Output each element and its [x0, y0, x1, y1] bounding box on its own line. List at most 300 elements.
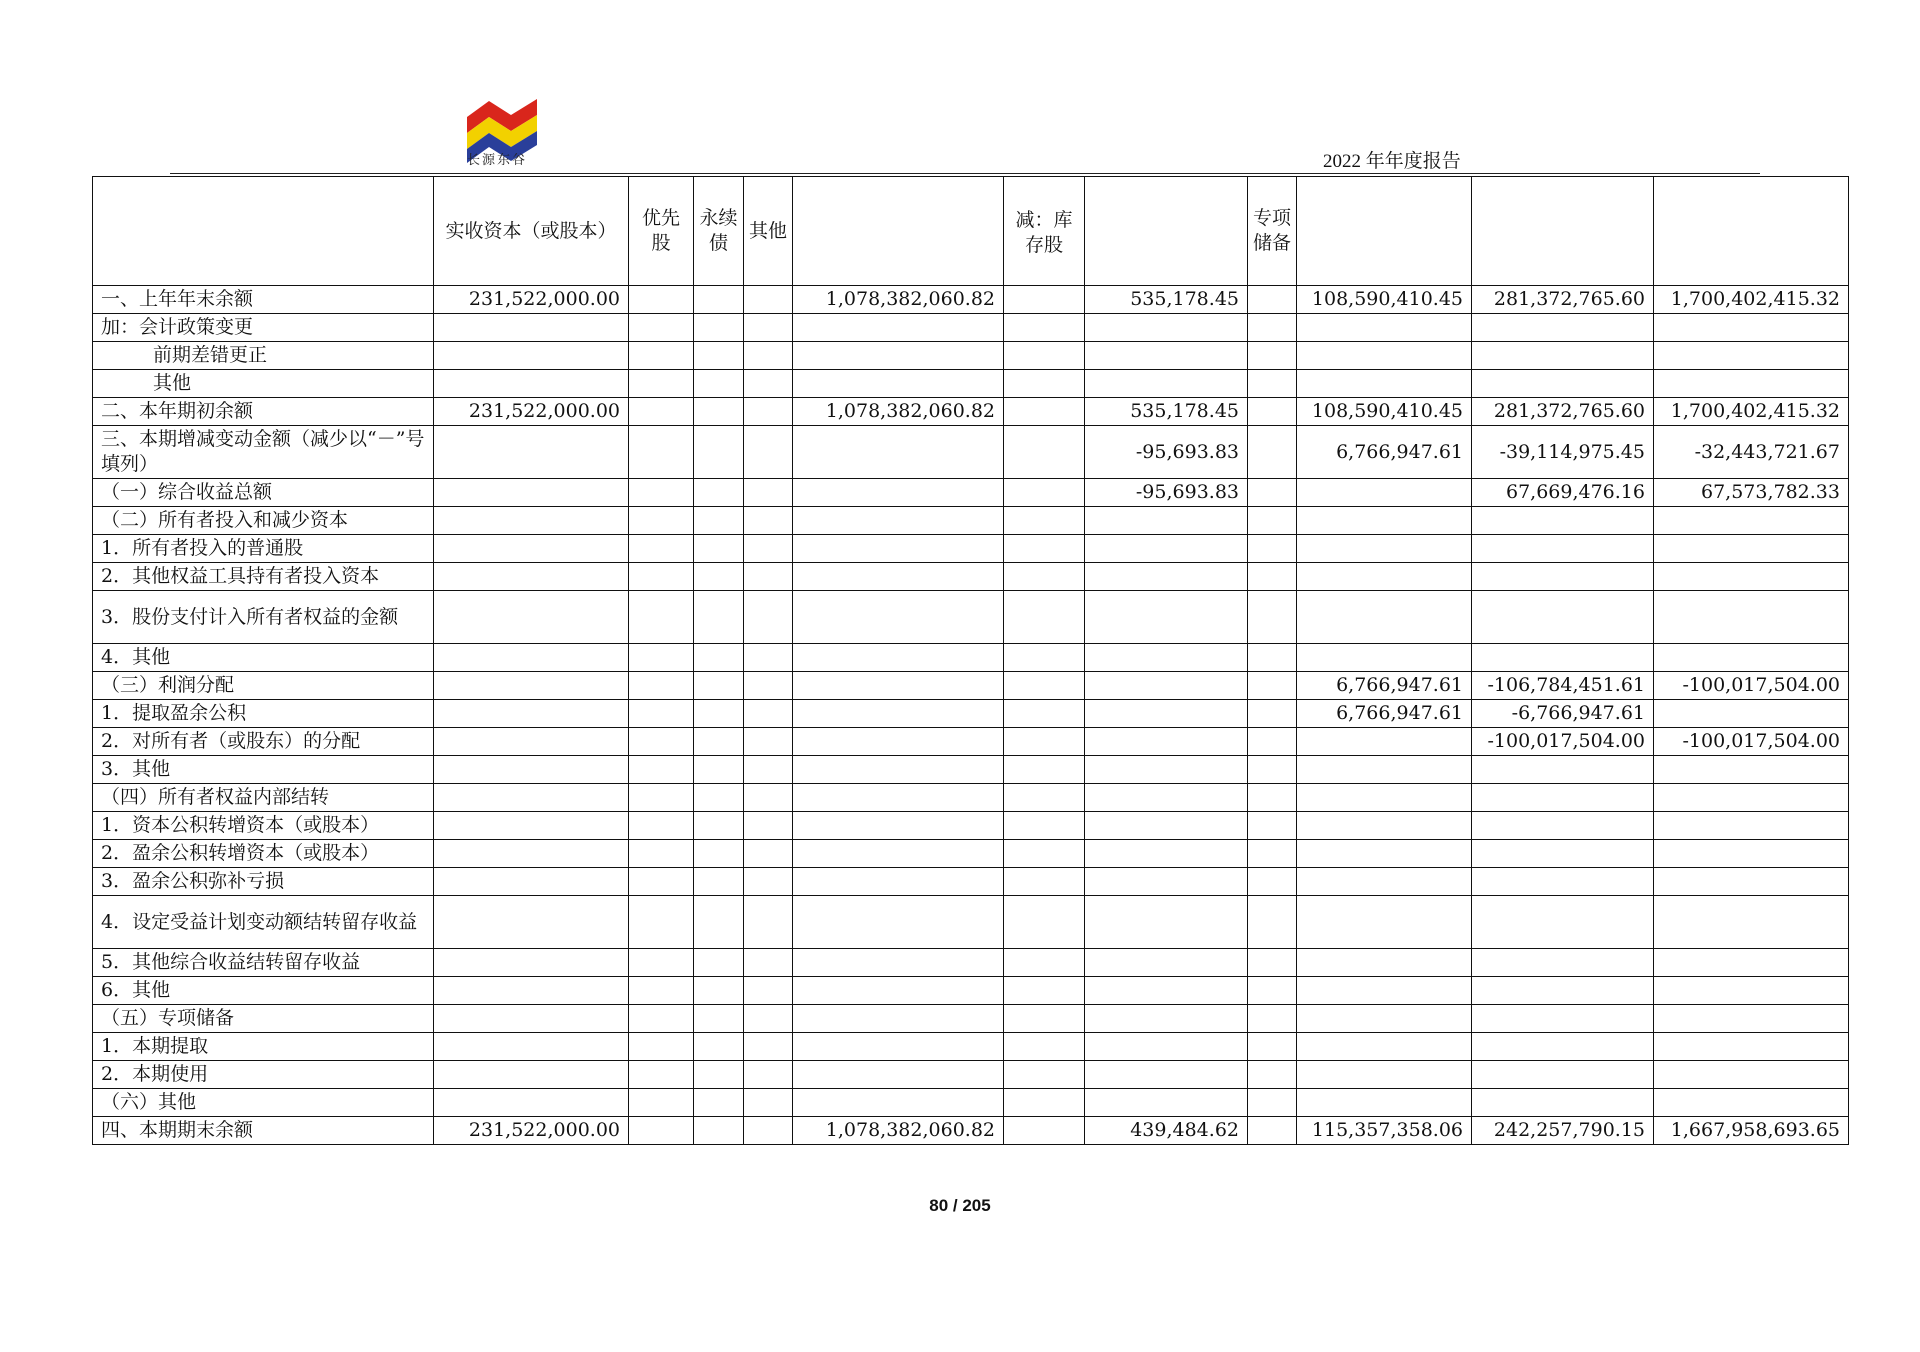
cell-spec [1248, 1061, 1297, 1089]
cell-surp [1297, 896, 1472, 949]
table-row [93, 370, 1849, 398]
cell-perp [694, 1089, 744, 1117]
cell-cap [793, 728, 1004, 756]
cell-undist: -39,114,975.45 [1472, 426, 1654, 479]
table-row [93, 812, 1849, 840]
cell-perp [694, 840, 744, 868]
cell-pref [629, 1089, 694, 1117]
cell-perp [694, 756, 744, 784]
cell-undist [1472, 977, 1654, 1005]
cell-paid [434, 700, 629, 728]
cell-trea [1004, 728, 1085, 756]
cell-oth [744, 479, 793, 507]
cell-cap [793, 784, 1004, 812]
cell-paid [434, 1061, 629, 1089]
cell-oth [744, 977, 793, 1005]
cell-trea [1004, 370, 1085, 398]
cell-oth [744, 563, 793, 591]
row-label: 前期差错更正 [93, 342, 434, 370]
row-label: 4．其他 [93, 644, 434, 672]
cell-oth [744, 370, 793, 398]
row-label: （二）所有者投入和减少资本 [93, 507, 434, 535]
cell-perp [694, 507, 744, 535]
cell-oci: 535,178.45 [1085, 286, 1248, 314]
row-label: （三）利润分配 [93, 672, 434, 700]
cell-undist: -6,766,947.61 [1472, 700, 1654, 728]
cell-undist [1472, 563, 1654, 591]
cell-undist [1472, 644, 1654, 672]
cell-total [1654, 949, 1849, 977]
row-label: 3．股份支付计入所有者权益的金额 [93, 591, 434, 644]
cell-pref [629, 1033, 694, 1061]
cell-pref [629, 1061, 694, 1089]
cell-cap: 1,078,382,060.82 [793, 398, 1004, 426]
cell-undist [1472, 535, 1654, 563]
cell-surp: 108,590,410.45 [1297, 398, 1472, 426]
table-row [93, 868, 1849, 896]
cell-total: 67,573,782.33 [1654, 479, 1849, 507]
table-row [93, 426, 1849, 479]
cell-cap [793, 1089, 1004, 1117]
cell-cap [793, 1033, 1004, 1061]
cell-spec [1248, 1033, 1297, 1061]
cell-undist [1472, 812, 1654, 840]
cell-total [1654, 342, 1849, 370]
cell-oci [1085, 1005, 1248, 1033]
cell-cap [793, 370, 1004, 398]
cell-total [1654, 1005, 1849, 1033]
cell-undist: -100,017,504.00 [1472, 728, 1654, 756]
cell-total: 1,700,402,415.32 [1654, 286, 1849, 314]
cell-cap [793, 1061, 1004, 1089]
cell-paid [434, 342, 629, 370]
cell-pref [629, 342, 694, 370]
cell-cap [793, 563, 1004, 591]
cell-spec [1248, 398, 1297, 426]
cell-surp [1297, 728, 1472, 756]
cell-trea [1004, 1061, 1085, 1089]
cell-oci [1085, 728, 1248, 756]
header-oci [1085, 177, 1248, 286]
cell-trea [1004, 896, 1085, 949]
cell-paid [434, 426, 629, 479]
row-label: 二、本年期初余额 [93, 398, 434, 426]
table-row [93, 535, 1849, 563]
cell-total: 1,700,402,415.32 [1654, 398, 1849, 426]
cell-surp [1297, 868, 1472, 896]
cell-pref [629, 563, 694, 591]
header-undistributed [1472, 177, 1654, 286]
cell-total: -32,443,721.67 [1654, 426, 1849, 479]
cell-trea [1004, 398, 1085, 426]
cell-spec [1248, 868, 1297, 896]
header-surplus-reserve [1297, 177, 1472, 286]
cell-perp [694, 644, 744, 672]
cell-oth [744, 342, 793, 370]
cell-undist [1472, 896, 1654, 949]
cell-perp [694, 700, 744, 728]
cell-trea [1004, 644, 1085, 672]
cell-spec [1248, 591, 1297, 644]
cell-pref [629, 479, 694, 507]
cell-paid [434, 672, 629, 700]
cell-oci [1085, 949, 1248, 977]
cell-oci [1085, 370, 1248, 398]
cell-paid: 231,522,000.00 [434, 1117, 629, 1145]
cell-paid [434, 314, 629, 342]
row-label: 2．其他权益工具持有者投入资本 [93, 563, 434, 591]
cell-undist [1472, 342, 1654, 370]
cell-total: -100,017,504.00 [1654, 672, 1849, 700]
cell-perp [694, 342, 744, 370]
cell-surp: 6,766,947.61 [1297, 700, 1472, 728]
cell-spec [1248, 370, 1297, 398]
header-total [1654, 177, 1849, 286]
cell-spec [1248, 812, 1297, 840]
header-preferred: 优先股 [629, 177, 694, 286]
cell-pref [629, 896, 694, 949]
cell-pref [629, 700, 694, 728]
row-label: 2．盈余公积转增资本（或股本） [93, 840, 434, 868]
cell-pref [629, 535, 694, 563]
cell-oci: -95,693.83 [1085, 479, 1248, 507]
cell-spec [1248, 1089, 1297, 1117]
cell-undist: 281,372,765.60 [1472, 286, 1654, 314]
cell-cap [793, 1005, 1004, 1033]
cell-cap [793, 479, 1004, 507]
row-label: 3．盈余公积弥补亏损 [93, 868, 434, 896]
cell-spec [1248, 1005, 1297, 1033]
cell-surp [1297, 314, 1472, 342]
cell-total: -100,017,504.00 [1654, 728, 1849, 756]
cell-oth [744, 1005, 793, 1033]
cell-oci: 535,178.45 [1085, 398, 1248, 426]
cell-trea [1004, 591, 1085, 644]
cell-surp: 108,590,410.45 [1297, 286, 1472, 314]
cell-spec [1248, 949, 1297, 977]
cell-oth [744, 398, 793, 426]
cell-total [1654, 1089, 1849, 1117]
cell-paid [434, 784, 629, 812]
cell-trea [1004, 507, 1085, 535]
cell-oci [1085, 1089, 1248, 1117]
cell-paid: 231,522,000.00 [434, 286, 629, 314]
table-row [93, 672, 1849, 700]
cell-cap [793, 896, 1004, 949]
cell-surp [1297, 949, 1472, 977]
cell-total [1654, 840, 1849, 868]
header-paid-in-capital: 实收资本（或股本） [434, 177, 629, 286]
cell-surp: 115,357,358.06 [1297, 1117, 1472, 1145]
table-row [93, 1117, 1849, 1145]
cell-total [1654, 370, 1849, 398]
table-row [93, 1005, 1849, 1033]
cell-total [1654, 644, 1849, 672]
cell-total [1654, 314, 1849, 342]
table-row [93, 342, 1849, 370]
cell-oth [744, 896, 793, 949]
cell-surp [1297, 507, 1472, 535]
header-perpetual: 永续债 [694, 177, 744, 286]
cell-surp: 6,766,947.61 [1297, 672, 1472, 700]
cell-pref [629, 728, 694, 756]
cell-pref [629, 398, 694, 426]
cell-spec [1248, 563, 1297, 591]
cell-oci: -95,693.83 [1085, 426, 1248, 479]
cell-oth [744, 700, 793, 728]
row-label: 1．提取盈余公积 [93, 700, 434, 728]
cell-paid [434, 1033, 629, 1061]
row-label: 其他 [93, 370, 434, 398]
cell-total [1654, 535, 1849, 563]
cell-surp [1297, 563, 1472, 591]
cell-oci [1085, 896, 1248, 949]
cell-perp [694, 535, 744, 563]
cell-total [1654, 1061, 1849, 1089]
cell-undist [1472, 840, 1654, 868]
cell-spec [1248, 644, 1297, 672]
cell-perp [694, 479, 744, 507]
cell-perp [694, 1005, 744, 1033]
cell-total [1654, 977, 1849, 1005]
cell-oth [744, 812, 793, 840]
cell-oci [1085, 507, 1248, 535]
cell-oci [1085, 342, 1248, 370]
cell-undist [1472, 370, 1654, 398]
cell-oci [1085, 700, 1248, 728]
cell-cap [793, 840, 1004, 868]
cell-oth [744, 672, 793, 700]
cell-surp [1297, 977, 1472, 1005]
table-row [93, 563, 1849, 591]
cell-pref [629, 370, 694, 398]
cell-spec [1248, 672, 1297, 700]
cell-pref [629, 507, 694, 535]
cell-total [1654, 896, 1849, 949]
cell-oth [744, 286, 793, 314]
cell-surp [1297, 342, 1472, 370]
table-row [93, 977, 1849, 1005]
cell-total [1654, 700, 1849, 728]
cell-oci [1085, 672, 1248, 700]
cell-surp [1297, 1061, 1472, 1089]
cell-oth [744, 535, 793, 563]
cell-undist [1472, 591, 1654, 644]
cell-oci: 439,484.62 [1085, 1117, 1248, 1145]
cell-surp [1297, 1033, 1472, 1061]
cell-undist [1472, 1089, 1654, 1117]
row-label: 1．所有者投入的普通股 [93, 535, 434, 563]
table-row [93, 728, 1849, 756]
report-title: 2022 年年度报告 [1323, 151, 1461, 172]
cell-perp [694, 949, 744, 977]
cell-trea [1004, 1117, 1085, 1145]
cell-spec [1248, 896, 1297, 949]
cell-trea [1004, 949, 1085, 977]
cell-oci [1085, 591, 1248, 644]
table-row [93, 479, 1849, 507]
cell-oci [1085, 840, 1248, 868]
row-label: （六）其他 [93, 1089, 434, 1117]
cell-spec [1248, 840, 1297, 868]
cell-pref [629, 812, 694, 840]
cell-oth [744, 949, 793, 977]
row-label: 4．设定受益计划变动额结转留存收益 [93, 896, 434, 949]
table-row [93, 840, 1849, 868]
cell-paid [434, 812, 629, 840]
cell-surp [1297, 591, 1472, 644]
cell-trea [1004, 756, 1085, 784]
cell-trea [1004, 977, 1085, 1005]
cell-pref [629, 1005, 694, 1033]
cell-perp [694, 868, 744, 896]
cell-surp [1297, 370, 1472, 398]
cell-spec [1248, 535, 1297, 563]
cell-trea [1004, 314, 1085, 342]
row-label: 1．本期提取 [93, 1033, 434, 1061]
cell-spec [1248, 728, 1297, 756]
cell-cap [793, 342, 1004, 370]
cell-paid [434, 728, 629, 756]
cell-pref [629, 591, 694, 644]
cell-paid [434, 868, 629, 896]
table-row [93, 1061, 1849, 1089]
cell-oth [744, 868, 793, 896]
cell-surp [1297, 644, 1472, 672]
cell-paid [434, 507, 629, 535]
cell-trea [1004, 868, 1085, 896]
cell-cap: 1,078,382,060.82 [793, 1117, 1004, 1145]
cell-cap [793, 591, 1004, 644]
cell-oth [744, 426, 793, 479]
row-label: （四）所有者权益内部结转 [93, 784, 434, 812]
cell-pref [629, 784, 694, 812]
cell-total [1654, 507, 1849, 535]
cell-cap [793, 672, 1004, 700]
cell-paid [434, 535, 629, 563]
logo-text: 长源东谷 [467, 153, 528, 168]
table-row [93, 314, 1849, 342]
table-row [93, 591, 1849, 644]
cell-spec [1248, 784, 1297, 812]
cell-pref [629, 1117, 694, 1145]
row-label: 三、本期增减变动金额（减少以“－”号填列） [93, 426, 434, 479]
cell-oth [744, 840, 793, 868]
cell-surp [1297, 1089, 1472, 1117]
cell-oth [744, 1117, 793, 1145]
cell-oci [1085, 535, 1248, 563]
cell-oci [1085, 563, 1248, 591]
header-item [93, 177, 434, 286]
row-label: 3．其他 [93, 756, 434, 784]
table-row [93, 700, 1849, 728]
cell-pref [629, 672, 694, 700]
cell-perp [694, 1061, 744, 1089]
header-rule [170, 173, 1760, 174]
cell-paid [434, 756, 629, 784]
cell-undist: 242,257,790.15 [1472, 1117, 1654, 1145]
cell-total [1654, 591, 1849, 644]
row-label: 2．本期使用 [93, 1061, 434, 1089]
cell-oth [744, 644, 793, 672]
cell-oci [1085, 812, 1248, 840]
equity-statement-table [92, 176, 1849, 1145]
cell-undist: -106,784,451.61 [1472, 672, 1654, 700]
cell-oth [744, 756, 793, 784]
cell-oci [1085, 977, 1248, 1005]
cell-oth [744, 1089, 793, 1117]
cell-oci [1085, 756, 1248, 784]
cell-oci [1085, 314, 1248, 342]
cell-total: 1,667,958,693.65 [1654, 1117, 1849, 1145]
cell-pref [629, 426, 694, 479]
cell-oci [1085, 1033, 1248, 1061]
cell-perp [694, 286, 744, 314]
cell-pref [629, 644, 694, 672]
cell-oth [744, 314, 793, 342]
cell-oth [744, 784, 793, 812]
table-row [93, 286, 1849, 314]
cell-oth [744, 591, 793, 644]
cell-paid [434, 840, 629, 868]
cell-spec [1248, 426, 1297, 479]
table-row [93, 1033, 1849, 1061]
cell-oth [744, 1061, 793, 1089]
cell-paid [434, 370, 629, 398]
cell-perp [694, 977, 744, 1005]
cell-total [1654, 1033, 1849, 1061]
cell-spec [1248, 314, 1297, 342]
cell-spec [1248, 977, 1297, 1005]
cell-cap [793, 700, 1004, 728]
row-label: 四、本期期末余额 [93, 1117, 434, 1145]
cell-paid [434, 644, 629, 672]
cell-surp: 6,766,947.61 [1297, 426, 1472, 479]
row-label: 6．其他 [93, 977, 434, 1005]
cell-paid [434, 977, 629, 1005]
row-label: 1．资本公积转增资本（或股本） [93, 812, 434, 840]
cell-trea [1004, 784, 1085, 812]
cell-undist [1472, 756, 1654, 784]
table-row [93, 784, 1849, 812]
row-label: （五）专项储备 [93, 1005, 434, 1033]
cell-oth [744, 1033, 793, 1061]
cell-surp [1297, 535, 1472, 563]
cell-perp [694, 896, 744, 949]
cell-trea [1004, 1033, 1085, 1061]
cell-perp [694, 314, 744, 342]
cell-perp [694, 728, 744, 756]
cell-pref [629, 756, 694, 784]
table-row [93, 507, 1849, 535]
cell-paid [434, 1005, 629, 1033]
cell-perp [694, 563, 744, 591]
cell-undist: 67,669,476.16 [1472, 479, 1654, 507]
cell-perp [694, 1117, 744, 1145]
table-row [93, 398, 1849, 426]
cell-paid [434, 949, 629, 977]
cell-trea [1004, 840, 1085, 868]
cell-pref [629, 868, 694, 896]
cell-trea [1004, 286, 1085, 314]
cell-undist [1472, 868, 1654, 896]
cell-paid [434, 479, 629, 507]
cell-trea [1004, 1005, 1085, 1033]
row-label: 5．其他综合收益结转留存收益 [93, 949, 434, 977]
cell-cap: 1,078,382,060.82 [793, 286, 1004, 314]
table-header-row [93, 177, 1849, 286]
cell-spec [1248, 342, 1297, 370]
